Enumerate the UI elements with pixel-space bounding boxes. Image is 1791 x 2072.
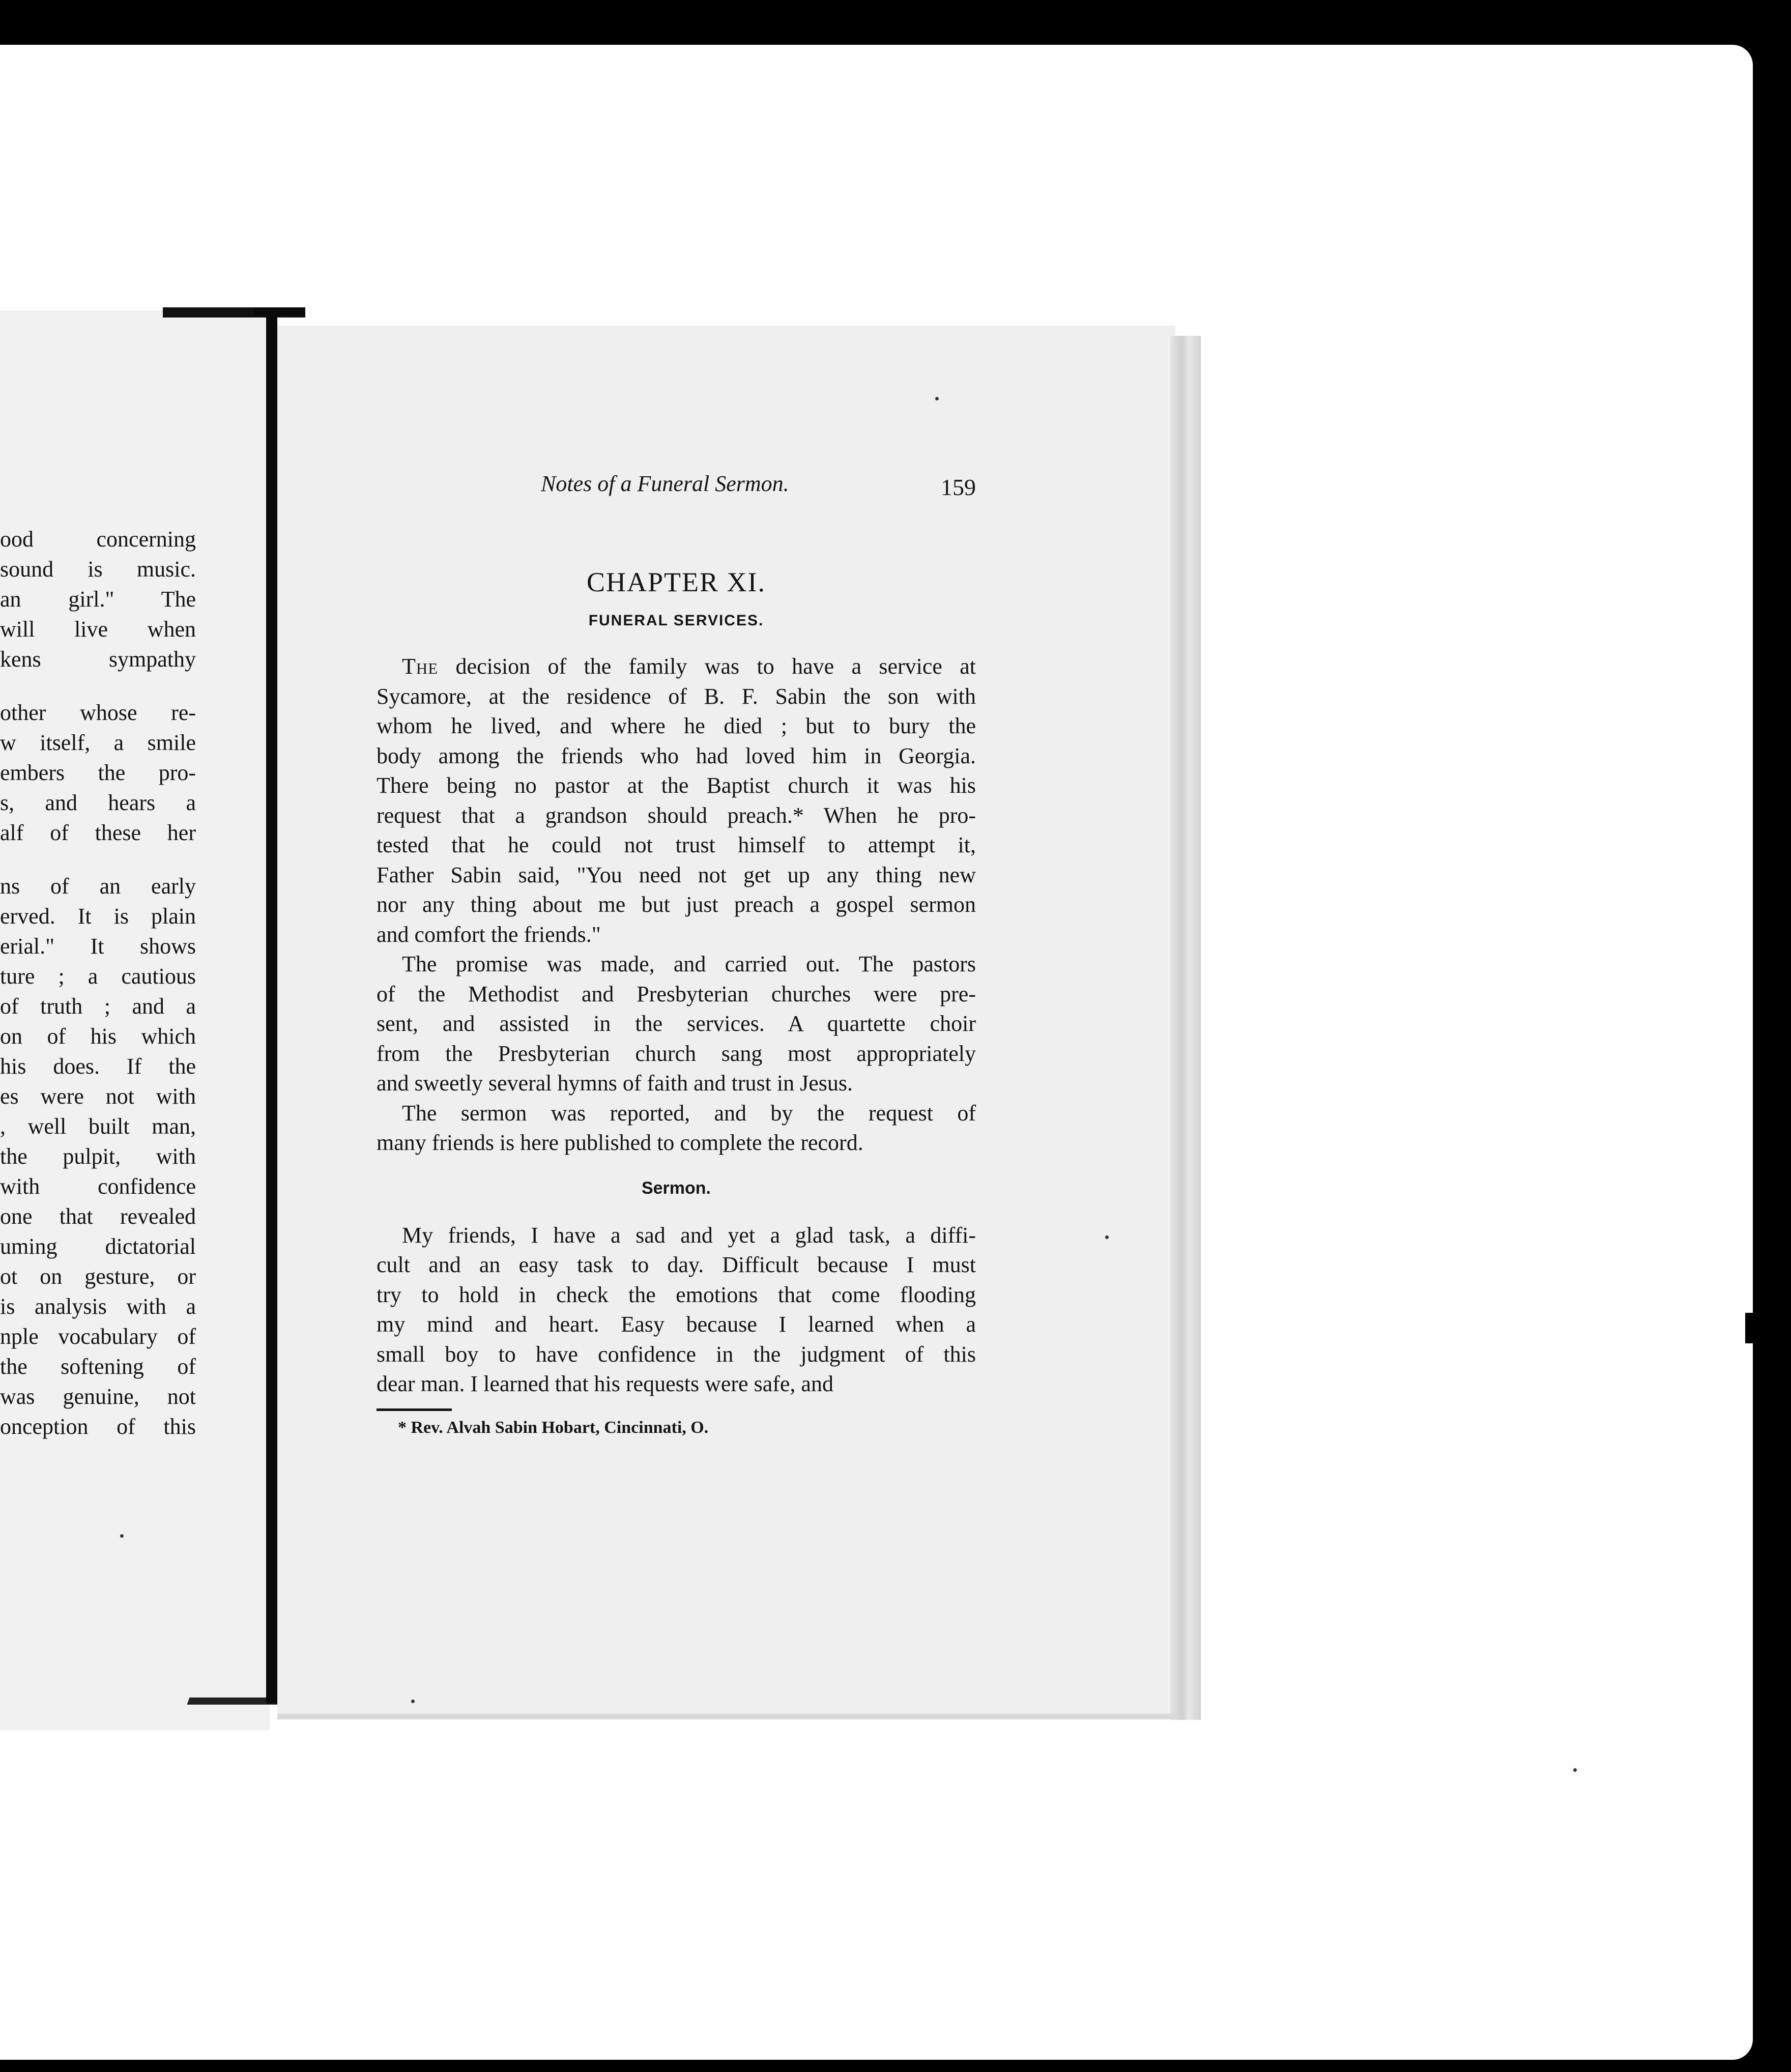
text-line: The sermon was reported, and by the request of [402,1100,976,1126]
left-page-line: s, and hears a [0,790,196,815]
left-page-line: uming dictatorial [0,1234,196,1259]
book-spine-cap [254,308,305,315]
right-page-content [377,471,976,1437]
text-line: many friends is here published to complete the record. [377,1130,863,1155]
left-page-line: erial." It shows [0,934,196,959]
paragraph-gap [0,674,196,698]
paragraph-sermon-reported [377,1099,976,1158]
text-line: dear man. I learned that his requests were safe, and [377,1371,833,1396]
left-page-text [0,524,196,1442]
book-spine [266,308,277,1704]
scan-speck [411,1700,415,1703]
footnote-rule [377,1408,452,1411]
section-heading: FUNERAL SERVICES. [588,612,764,629]
text-line: and sweetly several hymns of faith and trust in Jesus. [377,1071,853,1096]
left-page-line: with confidence [0,1174,196,1199]
paragraph-sermon-opening [377,1221,976,1399]
left-page-line: erved. It is plain [0,904,196,929]
text-line: try to hold in check the emotions that come flooding [377,1282,976,1307]
text-line: cult and an easy task to day. Difficult because I must [377,1252,976,1277]
left-page-line: one that revealed [0,1204,196,1229]
scan-speck [1105,1235,1109,1239]
text-line: tested that he could not trust himself to attempt it, [377,832,976,857]
text-line: my mind and heart. Easy because I learned when a [377,1312,976,1337]
left-page-line: onception of this [0,1414,196,1439]
film-edge-mark [1745,1313,1755,1343]
film-edge-bottom [0,2060,1791,2072]
footnote: * Rev. Alvah Sabin Hobart, Cincinnati, O. [398,1418,709,1437]
left-page-line: alf of these her [0,820,196,845]
sermon-heading: Sermon. [641,1178,711,1198]
text-line: small boy to have confidence in the judgment of this [377,1341,976,1367]
running-title: Notes of a Funeral Sermon. [541,471,789,496]
text-line: There being no pastor at the Baptist church it was his [377,773,976,798]
left-page-line: of truth ; and a [0,994,196,1019]
left-page-line: his does. If the [0,1054,196,1079]
left-page-line: an girl." The [0,587,196,612]
scan-speck [120,1534,124,1538]
text-line: request that a grandson should preach.* When he pro- [377,802,976,828]
left-page-line: ot on gesture, or [0,1264,196,1289]
drop-word: The [402,654,439,679]
left-page-line: is analysis with a [0,1294,196,1319]
left-page-line: will live when [0,617,196,642]
text-line: My friends, I have a sad and yet a glad task, a diffi- [402,1222,976,1248]
text-line: The promise was made, and carried out. The pastors [402,952,976,976]
scan-speck [1573,1768,1577,1772]
text-line: of the Methodist and Presbyterian churches were pre- [377,981,976,1006]
left-page-line: ood concerning [0,527,196,552]
text-line: Sycamore, at the residence of B. F. Sabin the son with [377,683,976,709]
chapter-heading: CHAPTER XI. [586,567,766,597]
scan-speck [935,397,939,400]
left-page-line: nple vocabulary of [0,1324,196,1349]
left-page-line: the pulpit, with [0,1144,196,1169]
paragraph-promise [377,949,976,1099]
text-line: body among the friends who had loved him in Georgia. [377,743,976,768]
left-page-line: other whose re- [0,700,196,725]
text-line: and comfort the friends." [377,922,601,947]
text-line: from the Presbyterian church sang most appropriately [377,1041,976,1066]
left-page-line: , well built man, [0,1114,196,1139]
left-page-line: the softening of [0,1354,196,1379]
left-page-line: embers the pro- [0,760,196,785]
page-block-edge [1170,336,1201,1720]
left-page-line: on of his which [0,1024,196,1049]
left-page-line: ture ; a cautious [0,964,196,989]
text-line-rest: decision of the family was to have a service at [438,654,976,679]
text-line: Father Sabin said, "You need not get up any thing new [377,862,976,887]
left-page-line: sound is music. [0,557,196,582]
left-page-line: es were not with [0,1084,196,1109]
text-line: whom he lived, and where he died ; but to bury the [377,713,976,738]
paragraph-gap [0,848,196,871]
text-line: nor any thing about me but just preach a gospel sermon [377,892,976,917]
text-line [377,652,976,682]
running-head [377,471,976,506]
left-page-line: was genuine, not [0,1384,196,1409]
text-line: sent, and assisted in the services. A quartette choir [377,1011,976,1036]
page-bottom-shadow [277,1714,1175,1719]
left-page-line: kens sympathy [0,647,196,672]
paragraph-funeral-decision [377,652,976,949]
left-page-line: w itself, a smile [0,730,196,755]
left-page-line: ns of an early [0,874,196,899]
page-number: 159 [941,474,976,500]
